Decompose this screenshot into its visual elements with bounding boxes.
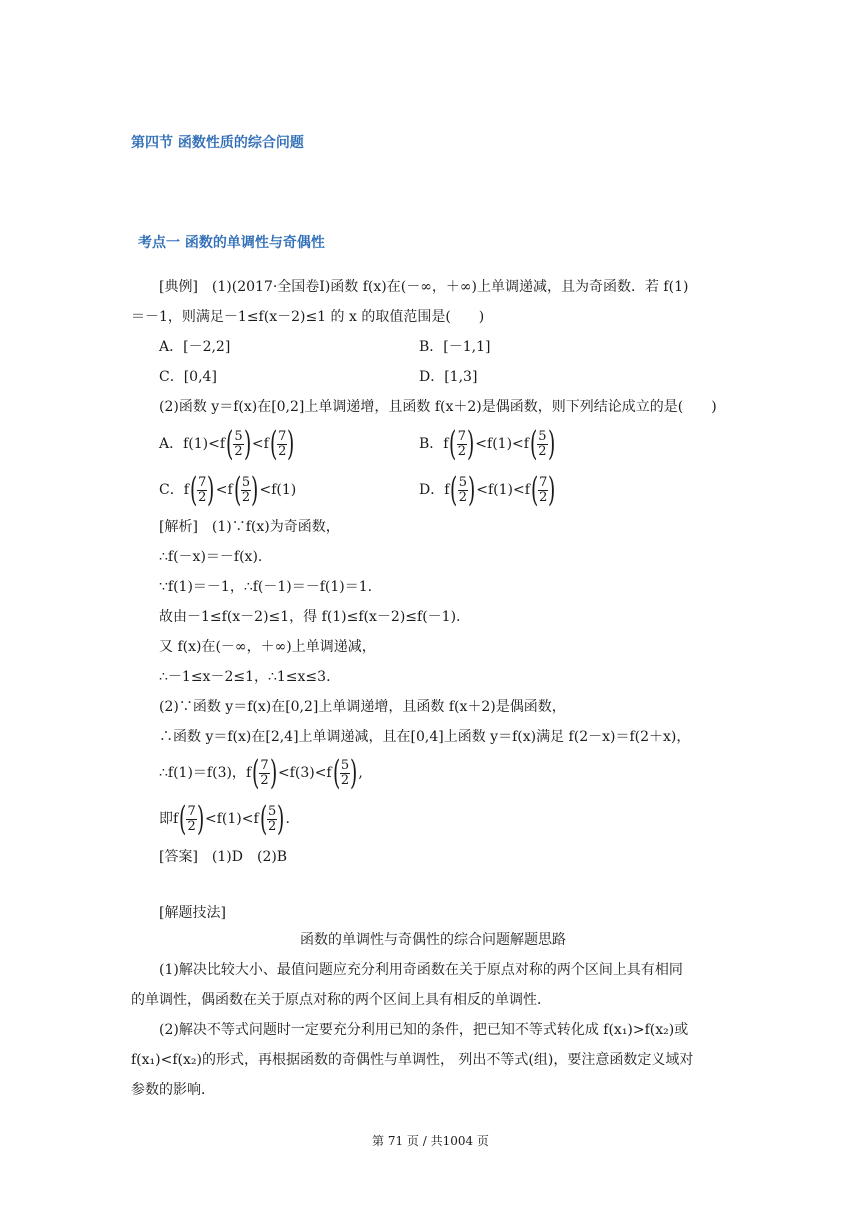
q2-option-c	[159, 470, 297, 510]
f-symbol: f	[524, 482, 530, 498]
less-than: <	[215, 482, 228, 498]
solution-label: [解析] (1)∵f(x)为奇函数，	[159, 519, 340, 535]
solution-line-5: 又 f(x)在(－∞，＋∞)上单调递减，	[159, 639, 376, 655]
less-than: <	[476, 482, 488, 498]
less-than: <	[277, 765, 290, 781]
f-symbol: f	[253, 811, 259, 827]
solution-line-6: ∴－1≤x－2≤1，∴1≤x≤3.	[159, 669, 331, 685]
technique-heading: 函数的单调性与奇偶性的综合问题解题思路	[300, 932, 566, 948]
fraction-5-2: ( $\frac{5}{2}$ )	[450, 470, 476, 510]
prefix-text: 即	[159, 811, 173, 827]
option-c: C．[0,4]	[159, 369, 217, 385]
f-of-1: f(1)	[487, 482, 513, 498]
less-than: <	[512, 482, 525, 498]
f-symbol: f	[263, 436, 269, 452]
f-of-1: f(1)	[216, 811, 242, 827]
section-title: 第四节 函数性质的综合问题	[131, 135, 304, 151]
fraction-5-2: ( $\frac{5}{2}$ )	[332, 753, 358, 793]
less-than: <	[241, 811, 254, 827]
f-symbol: f	[227, 482, 233, 498]
less-than: <	[251, 436, 264, 452]
option-b: B．[－1,1]	[419, 339, 491, 355]
f-symbol: f	[183, 482, 189, 498]
solution-line-8: ∴函数 y＝f(x)在[2,4]上单调递减，且在[0,4]上函数 y＝f(x)满足 f(2－x)＝f(2＋x)，	[159, 729, 691, 745]
fraction-7-2: ( $\frac{7}{2}$ )	[179, 799, 205, 839]
f-of-3: f(3)	[289, 765, 315, 781]
technique-p2-b: f(x₁)<f(x₂)的形式，再根据函数的奇偶性与单调性， 列出不等式(组)，要注意函数定义域对	[131, 1052, 694, 1068]
technique-p1-b: 的单调性，偶函数在关于原点对称的两个区间上具有相反的单调性．	[131, 992, 551, 1008]
less-than: <	[475, 436, 488, 452]
page-footer: 第 71 页 / 共1004 页	[372, 1134, 489, 1148]
f-of-1: f(1)	[271, 482, 297, 498]
fraction-5-2: ( $\frac{5}{2}$ )	[259, 799, 285, 839]
option-d: D．[1,3]	[419, 369, 478, 385]
f-symbol: f	[219, 436, 226, 452]
fraction-5-2: ( $\frac{5}{2}$ )	[226, 424, 251, 464]
example-line-2: ＝－1，则满足－1≤f(x－2)≤1 的 x 的取值范围是( )	[131, 309, 485, 325]
suffix-text: .	[285, 811, 290, 827]
q2-option-a	[159, 424, 296, 464]
less-than: <	[512, 436, 524, 452]
f-of-1: f(1)	[183, 436, 209, 452]
option-label: D．	[419, 482, 445, 498]
option-label: B．	[419, 436, 444, 452]
fraction-7-2: ( $\frac{7}{2}$ )	[252, 753, 277, 793]
q2-option-d	[419, 470, 557, 510]
technique-label: [解题技法]	[159, 905, 226, 921]
solution-line-7: (2)∵函数 y＝f(x)在[0,2]上单调递增，且函数 f(x＋2)是偶函数，	[159, 699, 566, 715]
solution-line-3: ∵f(1)＝－1，∴f(－1)＝－f(1)＝1.	[159, 579, 373, 595]
kaodian-title: 考点一 函数的单调性与奇偶性	[138, 235, 325, 251]
solution-line-2: ∴f(－x)＝－f(x).	[159, 549, 263, 565]
f-symbol: f	[173, 811, 179, 827]
fraction-7-2: ( $\frac{7}{2}$ )	[530, 470, 556, 510]
less-than: <	[314, 765, 327, 781]
technique-p2-c: 参数的影响．	[131, 1082, 215, 1098]
fraction-7-2: ( $\frac{7}{2}$ )	[449, 424, 475, 464]
solution-line-10	[159, 799, 290, 839]
fraction-7-2: ( $\frac{7}{2}$ )	[189, 470, 215, 510]
solution-line-4: 故由－1≤f(x－2)≤1，得 f(1)≤f(x－2)≤f(－1).	[159, 609, 461, 625]
technique-p1-a: (1)解决比较大小、最值问题应充分利用奇函数在关于原点对称的两个区间上具有相同	[159, 962, 683, 978]
fraction-5-2: ( $\frac{5}{2}$ )	[529, 424, 555, 464]
f-of-1: f(1)	[487, 436, 513, 452]
question-2: (2)函数 y＝f(x)在[0,2]上单调递增，且函数 f(x＋2)是偶函数，则下列结论成立的是( )	[159, 399, 717, 415]
technique-p2-a: (2)解决不等式问题时一定要充分利用已知的条件，把已知不等式转化成 f(x₁)>f(x₂)或	[159, 1022, 689, 1038]
fraction-7-2: ( $\frac{7}{2}$ )	[269, 424, 295, 464]
answer-line: [答案] (1)D (2)B	[159, 849, 288, 865]
f-symbol: f	[523, 436, 529, 452]
f-symbol: f	[444, 482, 450, 498]
option-a: A．[－2,2]	[159, 339, 231, 355]
less-than: <	[259, 482, 272, 498]
f-symbol: f	[443, 436, 449, 452]
q2-option-b	[419, 424, 556, 464]
less-than: <	[208, 436, 220, 452]
suffix-text: ,	[358, 765, 363, 781]
option-label: A．	[159, 436, 184, 452]
f-symbol: f	[245, 765, 252, 781]
prefix-text: ∴f(1)＝f(3)，	[159, 765, 246, 781]
fraction-5-2: ( $\frac{5}{2}$ )	[233, 470, 259, 510]
option-label: C．	[159, 482, 184, 498]
less-than: <	[205, 811, 217, 827]
example-line-1: [典例] (1)(2017·全国卷Ⅰ)函数 f(x)在(－∞，＋∞)上单调递减，且为奇函数．若 f(1)	[159, 279, 689, 295]
f-symbol: f	[326, 765, 332, 781]
solution-line-9	[159, 753, 363, 793]
